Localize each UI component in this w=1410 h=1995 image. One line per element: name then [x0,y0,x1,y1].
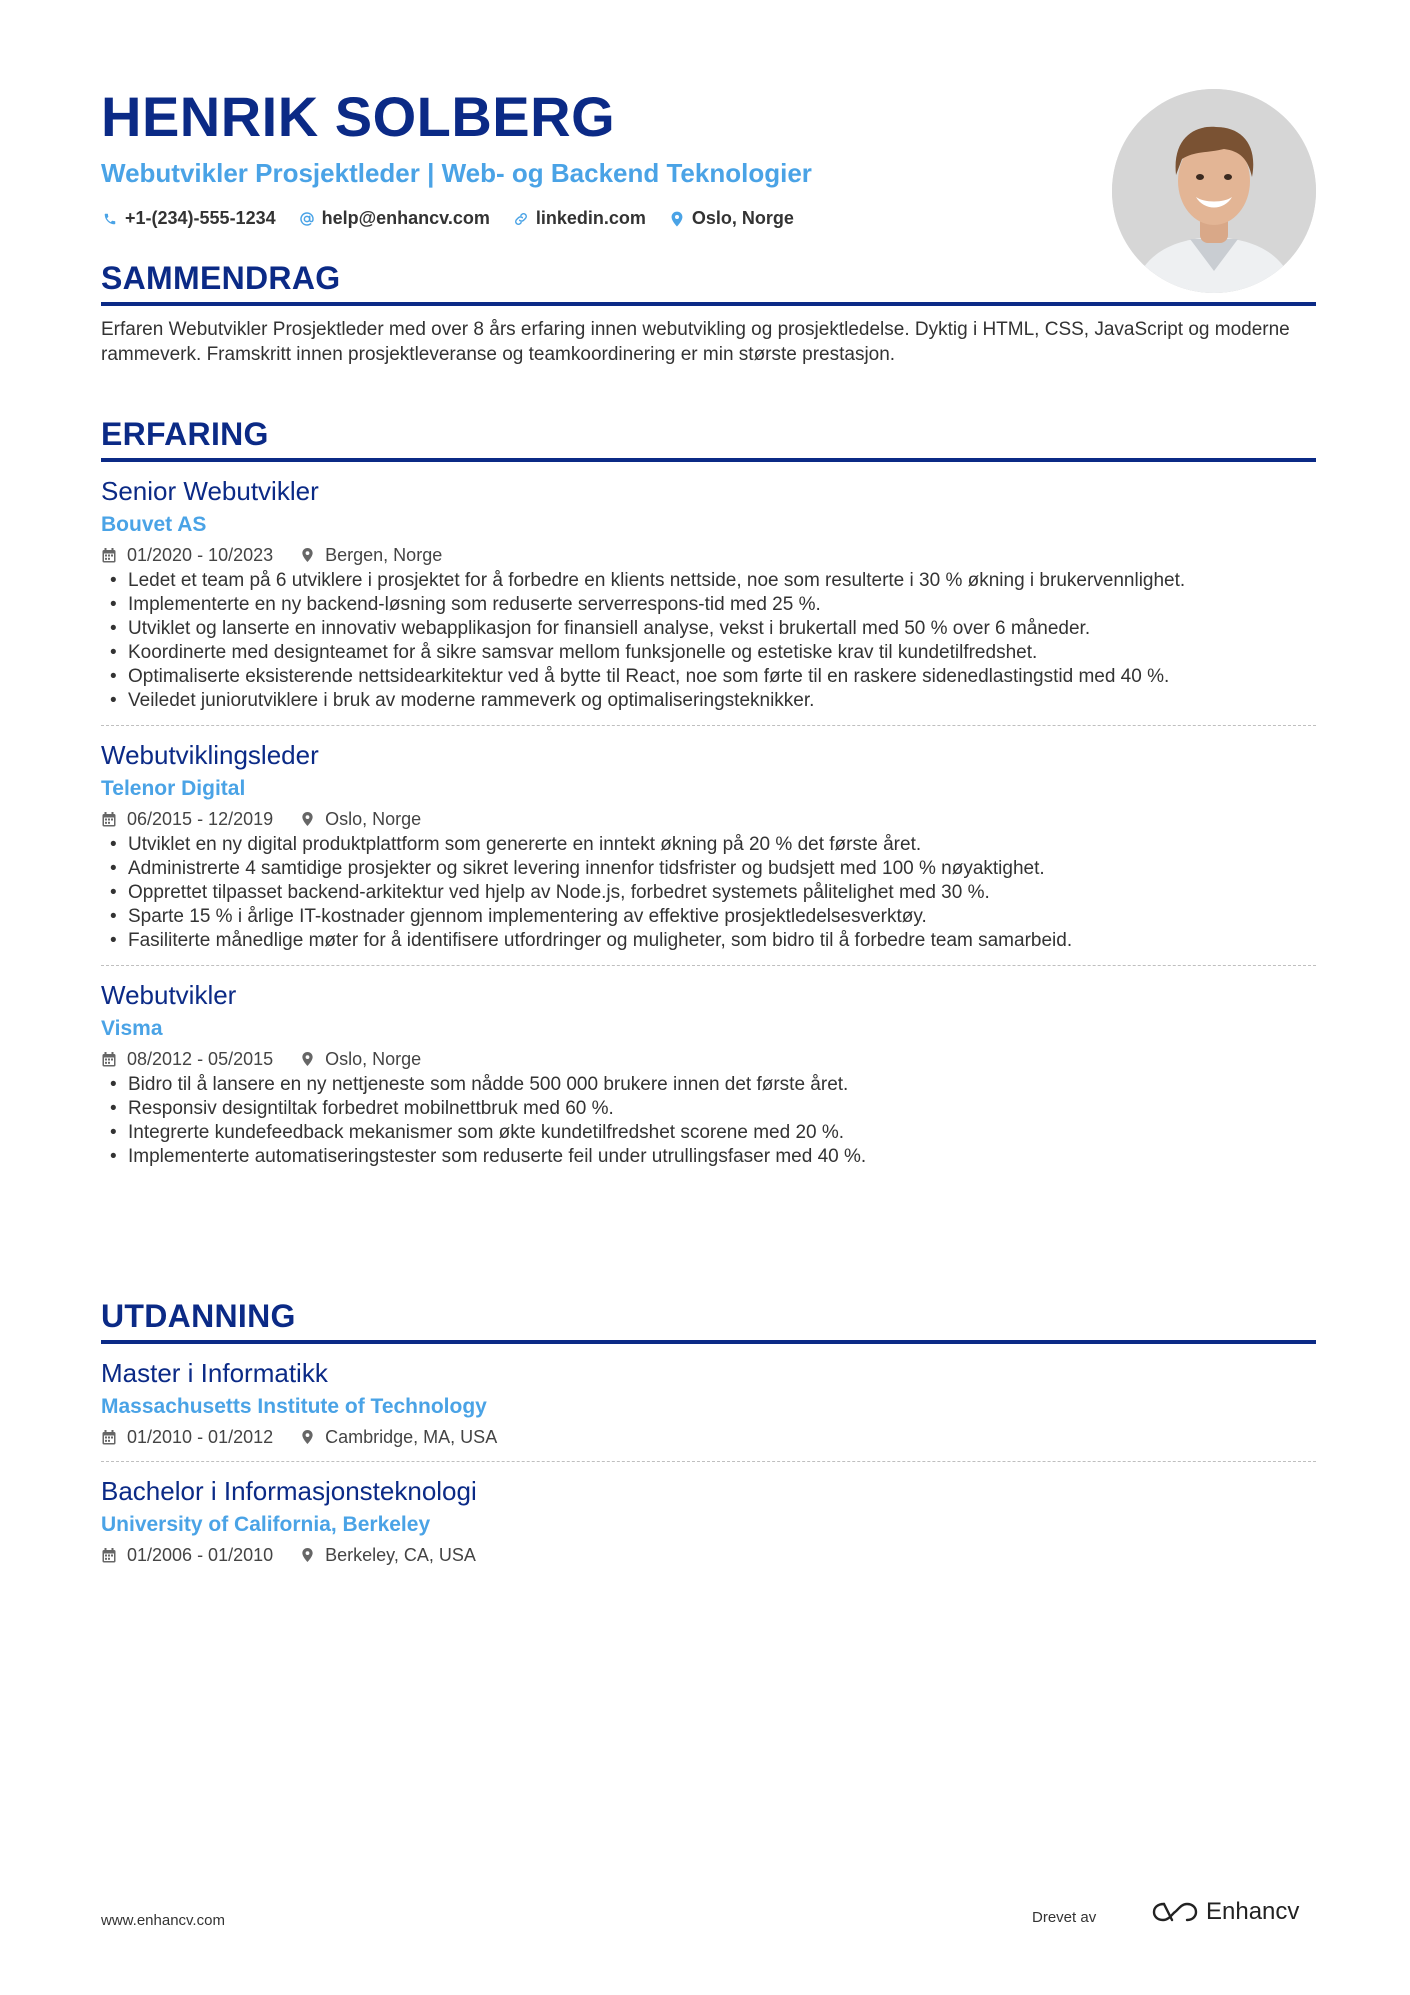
summary-section [101,258,1316,367]
calendar-icon [101,1428,117,1446]
achievement-item: • Koordinerte med designteamet for å sikre samsvar mellom funksjonelle og estetiske krav til kundetilfredshet. [101,641,1316,665]
calendar-icon [101,1546,117,1564]
experience-entry [101,738,1316,953]
job-dates-text: 06/2015 - 12/2019 [127,809,274,829]
education-location-text: Cambridge, MA, USA [325,1427,498,1447]
phone-icon [101,210,119,228]
experience-section [101,414,1316,1169]
job-location-text: Bergen, Norge [325,545,443,565]
education-location [299,1543,476,1567]
section-divider [101,458,1316,462]
education-heading: UTDANNING [101,1298,296,1334]
job-meta [101,807,1316,831]
footer-website-link[interactable]: www.enhancv.com [101,1912,225,1929]
job-location-text: Oslo, Norge [325,809,422,829]
education-dates [101,1543,273,1567]
education-dates-text: 01/2010 - 01/2012 [127,1427,274,1447]
contact-email[interactable] [298,208,490,229]
summary-heading: SAMMENDRAG [101,260,341,296]
location-pin-icon [299,1050,315,1068]
education-location-text: Berkeley, CA, USA [325,1545,476,1565]
achievement-item: • Administrerte 4 samtidige prosjekter og sikret levering innenfor tidsfrister og budsjett med 100 % nøyaktighet. [101,857,1316,881]
company-name: Visma [101,1017,163,1040]
achievement-item: • Ledet et team på 6 utviklere i prosjektet for å forbedre en klients nettside, noe som resulterte i 30 % økning i brukervennlighet. [101,569,1316,593]
education-dates-text: 01/2006 - 01/2010 [127,1545,274,1565]
job-location [299,543,442,567]
contact-location-text: Oslo, Norge [691,208,794,228]
achievement-item: • Integrerte kundefeedback mekanismer som økte kundetilfredshet scorene med 20 %. [101,1121,1316,1145]
job-location [299,807,421,831]
job-title: Webutviklingsleder [101,740,319,770]
education-entry [101,1474,1316,1567]
achievement-item: • Veiledet juniorutviklere i bruk av moderne rammeverk og optimaliseringsteknikker. [101,689,1316,713]
footer-brand-name: Enhancv [1206,1898,1300,1925]
candidate-headline: Webutvikler Prosjektleder | Web- og Backend Teknologier [101,158,812,188]
calendar-icon [101,546,117,564]
location-pin-icon [299,1546,315,1564]
achievement-item: • Optimaliserte eksisterende nettsidearkitektur ved å bytte til React, noe som førte til en raskere sidenedlastingstid med 40 %. [101,665,1316,689]
job-meta [101,1047,1316,1071]
experience-heading: ERFARING [101,416,269,452]
section-divider [101,302,1316,306]
location-pin-icon [299,546,315,564]
education-dates [101,1425,273,1449]
entry-divider [101,965,1316,966]
at-icon [298,210,316,228]
achievement-item: • Implementerte en ny backend-løsning som reduserte serverrespons-tid med 25 %. [101,593,1316,617]
job-location-text: Oslo, Norge [325,1049,422,1069]
achievement-item: • Implementerte automatiseringstester som reduserte feil under utrullingsfaser med 40 %. [101,1145,1316,1169]
achievement-list [101,833,1316,953]
footer-brand-logo[interactable] [1152,1898,1299,1926]
job-title: Webutvikler [101,980,237,1010]
contact-phone-text: +1-(234)-555-1234 [125,208,276,228]
contact-linkedin[interactable] [512,208,646,229]
achievement-list [101,1073,1316,1169]
school-name: University of California, Berkeley [101,1513,431,1536]
education-meta [101,1543,1316,1567]
contact-location [668,208,794,229]
achievement-item: • Utviklet og lanserte en innovativ webapplikasjon for finansiell analyse, vekst i brukertall med 50 % over 6 måneder. [101,617,1316,641]
education-meta [101,1425,1316,1449]
entry-divider [101,1461,1316,1462]
section-divider [101,1340,1316,1344]
company-name: Telenor Digital [101,777,246,800]
contact-linkedin-text: linkedin.com [535,208,646,228]
link-icon [512,210,530,228]
summary-text: Erfaren Webutvikler Prosjektleder med over 8 års erfaring innen webutvikling og prosjektledelse. Dyktig i HTML, CSS, JavaScript og moderne rammeverk. Framskritt innen prosjektleveranse og teamkoordinering er min største prestasjon. [101,319,1290,365]
job-dates-text: 01/2020 - 10/2023 [127,545,274,565]
job-dates-text: 08/2012 - 05/2015 [127,1049,274,1069]
experience-entry [101,474,1316,713]
calendar-icon [101,1050,117,1068]
job-location [299,1047,421,1071]
candidate-name: HENRIK SOLBERG [101,85,616,148]
experience-entry [101,978,1316,1169]
contact-phone[interactable] [101,208,276,229]
degree-title: Bachelor i Informasjonsteknologi [101,1476,477,1506]
achievement-item: • Bidro til å lansere en ny nettjeneste som nådde 500 000 brukere innen det første året. [101,1073,1316,1097]
location-pin-icon [668,210,686,228]
achievement-item: • Responsiv designtiltak forbedret mobilnettbruk med 60 %. [101,1097,1316,1121]
contact-bar [101,208,1081,229]
achievement-item: • Sparte 15 % i årlige IT-kostnader gjennom implementering av effektive prosjektledelsesverktøy. [101,905,1316,929]
achievement-item: • Opprettet tilpasset backend-arkitektur ved hjelp av Node.js, forbedret systemets pålitelighet med 30 %. [101,881,1316,905]
enhancv-logo-icon [1152,1900,1198,1924]
resume-header [101,84,1081,229]
education-entry [101,1356,1316,1449]
job-dates [101,807,273,831]
achievement-list [101,569,1316,713]
location-pin-icon [299,810,315,828]
education-location [299,1425,497,1449]
job-dates [101,1047,273,1071]
achievement-item: • Fasiliterte månedlige møter for å identifisere utfordringer og muligheter, som bidro til å forbedre team samarbeid. [101,929,1316,953]
entry-divider [101,725,1316,726]
degree-title: Master i Informatikk [101,1358,328,1388]
calendar-icon [101,810,117,828]
education-section [101,1296,1316,1567]
company-name: Bouvet AS [101,513,207,536]
job-dates [101,543,273,567]
job-meta [101,543,1316,567]
footer-powered-by: Drevet av [1032,1909,1097,1926]
achievement-item: • Utviklet en ny digital produktplattform som genererte en inntekt økning på 20 % det første året. [101,833,1316,857]
contact-email-text: help@enhancv.com [321,208,490,228]
location-pin-icon [299,1428,315,1446]
school-name: Massachusetts Institute of Technology [101,1395,487,1418]
job-title: Senior Webutvikler [101,476,319,506]
